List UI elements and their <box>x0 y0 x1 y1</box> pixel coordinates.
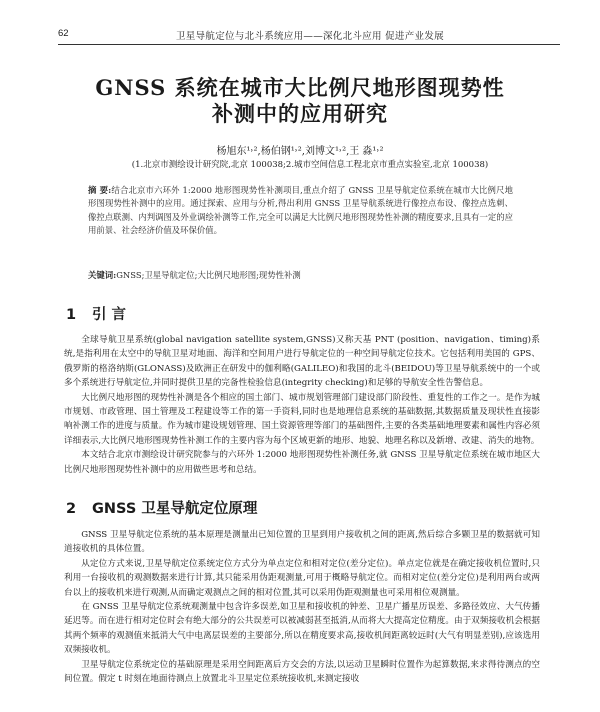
section-2-title: GNSS 卫星导航定位原理 <box>92 501 258 517</box>
section-1-heading <box>66 303 126 324</box>
section-2-heading <box>66 497 257 518</box>
paragraph: GNSS 卫星导航定位系统的基本原理是测量出已知位置的卫星到用户接收机之间的距离,然后综合多颗卫星的数据就可知道接收机的具体位置。 <box>64 530 540 555</box>
paragraph: 从定位方式来说,卫星导航定位系统定位方式分为单点定位和相对定位(差分定位)。单点定位就是在确定接收机位置时,只利用一台接收机的观测数据来进行计算,其只能采用伪距观测量,可用于概略导航定位。而相对定位(差分定位)是利用两台或两台以上的接收机来进行观测,从而确定观测点之间的相对位置,其可以采用伪距观测量也可采用相位观测量。 <box>64 558 540 598</box>
abstract <box>88 184 513 238</box>
author-affiliation: (1.北京市测绘设计研究院,北京 100038;2.城市空间信息工程北京市重点实验室,北京 100038) <box>131 160 489 170</box>
paper-title-line-1: GNSS 系统在城市大比例尺地形图现势性 <box>95 75 505 100</box>
keywords <box>88 269 513 281</box>
paragraph: 在 GNSS 卫星导航定位系统观测量中包含许多误差,如卫星和接收机的钟差、卫星广播星历误差、多路径效应、大气传播延迟等。而在进行相对定位时会有绝大部分的公共误差可以被减弱甚至抵消,从而将大大提高定位精度。由于双频接收机会根据其两个频率的观测值来抵消大气中电离层误差的主要部分,所以在精度要求高,接收机间距离较远时(大气有明显差别),应该选用双频接收机。 <box>64 602 540 656</box>
paragraph: 本文结合北京市测绘设计研究院参与的六环外 1:2000 地形图现势性补测任务,就 GNSS 卫星导航定位系统在城市地区大比例尺地形图现势性补测中的应用做些思考和总结。 <box>64 450 540 475</box>
section-2-body <box>64 528 540 686</box>
section-1-number: 1 <box>66 307 77 323</box>
paper-title-line-2: 补测中的应用研究 <box>212 101 388 126</box>
keywords-label: 关键词: <box>88 270 117 280</box>
paragraph: 全球导航卫星系统(global navigation satellite system,GNSS)又称天基 PNT (position、navigation、timing)系统,是指利用在太空中的导航卫星对地面、海洋和空间用户进行导航定位的一种空间导航定位技术。它包括利用美国的 GPS、俄罗斯的格洛纳斯(GLONASS)及欧洲正在研发中的伽利略(GALILEO)和我国的北斗(BEIDOU)等卫星导航系统中的一个或多个系统进行导航定位,并同时提供卫星的完备性检验信息(integrity checking)和足够的导航安全性告警信息。 <box>64 335 540 389</box>
keywords-text: GNSS;卫星导航定位;大比例尺地形图;现势性补测 <box>116 270 301 280</box>
section-1-body <box>64 333 540 477</box>
author-list: 杨旭东¹˒²,杨伯钢¹˒²,刘博文¹˒²,王 淼¹˒² <box>216 146 384 157</box>
paragraph: 卫星导航定位系统定位的基础原理是采用空间距离后方交会的方法,以运动卫星瞬时位置作为起算数据,来求得待测点的空间位置。假定 t 时刻在地面待测点上放置北斗卫星定位系统接收机,来测定接收 <box>64 659 540 685</box>
section-2-number: 2 <box>66 501 77 517</box>
abstract-text: 结合北京市六环外 1:2000 地形图现势性补测项目,重点介绍了 GNSS 卫星导航定位系统在城市大比例尺地形图现势性补测中的应用。通过探索、应用与分析,得出利用 GNSS 卫星导航系统进行像控点布设、像控点选刺、像控点联测、内判调图及外业调绘补测等工作,完全可以满足大比例尺地形图现势性补测的精度要求,且具有一定的应用前景、社会经济价值及环保价值。 <box>88 185 513 236</box>
running-title: 卫星导航定位与北斗系统应用——深化北斗应用 促进产业发展 <box>176 31 444 42</box>
running-header <box>58 26 560 45</box>
page-number: 62 <box>58 28 69 39</box>
paragraph: 大比例尺地形图的现势性补测是各个相应的国土部门、城市规划管理部门建设部门阶段性、重复性的工作之一。是作为城市规划、市政管理、国土管理及工程建设等工作的第一手资料,同时也是地理信息系统的基础数据,其数据质量及现状性直接影响补测工作的进度与质量。作为城市建设规划管理、国土资源管理等部门的基础图件,主要的各类基础地理要素和属性内容必须详细表示,大比例尺地形图现势性补测工作的主要内容为每个区域更新的地形、地貌、地理名称以及新增、改建、消失的地物。 <box>64 392 540 446</box>
section-1-title: 引 言 <box>92 307 127 323</box>
abstract-label: 摘 要: <box>88 185 112 195</box>
